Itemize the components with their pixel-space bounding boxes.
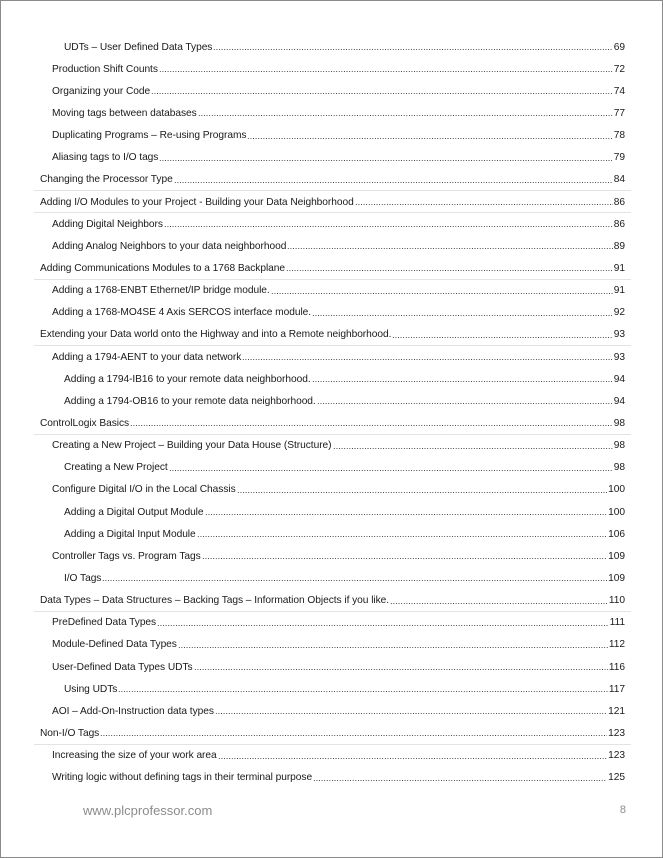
toc-entry-page-number: 106: [608, 528, 625, 540]
toc-entry-title: Adding I/O Modules to your Project - Building your Data Neighborhood: [40, 196, 354, 208]
toc-entry-title: Configure Digital I/O in the Local Chassis: [52, 484, 236, 496]
toc-dot-leader: [157, 625, 609, 626]
toc-entry-title: Adding a Digital Input Module: [64, 528, 196, 540]
toc-entry-title: ControlLogix Basics: [40, 417, 130, 429]
toc-entry-page-number: 89: [613, 240, 625, 252]
toc-entry-title: Data Types – Data Structures – Backing Tags – Information Objects if you like.: [40, 595, 390, 607]
toc-entry-title: Adding a 1794-AENT to your data network: [52, 351, 242, 363]
toc-entry-title: Extending your Data world onto the Highway and into a Remote neighborhood.: [40, 329, 392, 341]
toc-dot-leader: [159, 160, 612, 161]
toc-entry-title: Duplicating Programs – Re-using Programs: [52, 130, 247, 142]
toc-dot-leader: [197, 536, 608, 537]
toc-entry-page-number: 94: [613, 373, 625, 385]
toc-dot-leader: [169, 470, 613, 471]
toc-entry-page-number: 100: [608, 506, 625, 518]
toc-entry[interactable]: [1, 302, 663, 324]
toc-entry[interactable]: [1, 235, 663, 257]
toc-entry[interactable]: [1, 722, 663, 744]
toc-entry[interactable]: [1, 191, 663, 213]
toc-entry[interactable]: [1, 545, 663, 567]
toc-entry-page-number: 77: [613, 107, 625, 119]
toc-entry[interactable]: [1, 656, 663, 678]
toc-entry-page-number: 110: [608, 595, 625, 607]
toc-dot-leader: [242, 359, 612, 360]
toc-entry-page-number: 100: [608, 484, 625, 496]
toc-entry[interactable]: [1, 501, 663, 523]
toc-entry-page-number: 69: [613, 41, 625, 53]
toc-dot-leader: [194, 669, 608, 670]
toc-entry-title: Organizing your Code: [52, 85, 151, 97]
toc-entry-page-number: 91: [613, 285, 625, 297]
toc-entry-page-number: 94: [613, 395, 625, 407]
toc-dot-leader: [390, 603, 608, 604]
toc-dot-leader: [333, 448, 613, 449]
toc-entry-title: PreDefined Data Types: [52, 617, 157, 629]
toc-entry[interactable]: [1, 36, 663, 58]
toc-entry-page-number: 72: [613, 63, 625, 75]
toc-entry[interactable]: [1, 213, 663, 235]
toc-entry[interactable]: [1, 257, 663, 279]
toc-dot-leader: [286, 270, 613, 271]
toc-entry-title: Non-I/O Tags: [40, 727, 100, 739]
toc-entry-page-number: 98: [613, 462, 625, 474]
toc-entry[interactable]: [1, 767, 663, 789]
toc-entry[interactable]: [1, 169, 663, 191]
toc-entry-page-number: 116: [608, 661, 625, 673]
toc-entry-title: Using UDTs: [64, 683, 118, 695]
toc-dot-leader: [313, 780, 607, 781]
toc-entry-title: Adding Analog Neighbors to your data neighborhood: [52, 240, 287, 252]
toc-entry-title: Creating a New Project – Building your Data House (Structure): [52, 440, 332, 452]
toc-dot-leader: [215, 713, 607, 714]
toc-entry-title: Adding a 1768-MO4SE 4 Axis SERCOS interface module.: [52, 307, 312, 319]
toc-entry[interactable]: [1, 102, 663, 124]
toc-entry-title: Adding a 1794-IB16 to your remote data neighborhood.: [64, 373, 311, 385]
toc-entry-page-number: 86: [613, 218, 625, 230]
toc-entry-title: UDTs – User Defined Data Types: [64, 41, 213, 53]
toc-entry-page-number: 78: [613, 130, 625, 142]
toc-entry-page-number: 112: [608, 639, 625, 651]
toc-entry[interactable]: [1, 523, 663, 545]
toc-entry-title: Adding Communications Modules to a 1768 Backplane: [40, 262, 286, 274]
toc-entry-page-number: 79: [613, 152, 625, 164]
page-footer: [1, 801, 663, 821]
toc-entry-page-number: 121: [608, 705, 625, 717]
toc-entry[interactable]: [1, 147, 663, 169]
toc-dot-leader: [202, 558, 608, 559]
toc-dot-leader: [247, 138, 612, 139]
toc-entry-title: Module-Defined Data Types: [52, 639, 177, 651]
toc-entry-page-number: 98: [613, 417, 625, 429]
toc-entry-title: Moving tags between databases: [52, 107, 197, 119]
toc-dot-leader: [213, 49, 612, 50]
toc-dot-leader: [312, 381, 613, 382]
toc-entry[interactable]: [1, 346, 663, 368]
toc-entry[interactable]: [1, 567, 663, 589]
toc-dot-leader: [287, 248, 612, 249]
toc-entry[interactable]: [1, 280, 663, 302]
toc-entry[interactable]: [1, 390, 663, 412]
toc-entry-title: User-Defined Data Types UDTs: [52, 661, 193, 673]
toc-entry-page-number: 125: [608, 772, 625, 784]
toc-entry-page-number: 109: [608, 572, 625, 584]
toc-entry[interactable]: [1, 479, 663, 501]
toc-entry[interactable]: [1, 612, 663, 634]
toc-entry[interactable]: [1, 80, 663, 102]
toc-dot-leader: [118, 691, 608, 692]
toc-entry-title: AOI – Add-On-Instruction data types: [52, 705, 214, 717]
toc-entry-title: Aliasing tags to I/O tags: [52, 152, 159, 164]
toc-dot-leader: [159, 71, 613, 72]
toc-entry-title: Creating a New Project: [64, 462, 168, 474]
toc-entry[interactable]: [1, 700, 663, 722]
toc-entry[interactable]: [1, 678, 663, 700]
toc-entry-page-number: 84: [613, 174, 625, 186]
toc-entry[interactable]: [1, 412, 663, 434]
toc-dot-leader: [102, 580, 607, 581]
toc-entry-title: Increasing the size of your work area: [52, 750, 217, 762]
toc-entry-page-number: 93: [613, 329, 625, 341]
toc-entry[interactable]: [1, 324, 663, 346]
toc-entry-page-number: 111: [609, 617, 625, 629]
toc-dot-leader: [355, 204, 613, 205]
toc-entry[interactable]: [1, 745, 663, 767]
toc-entry-page-number: 91: [613, 262, 625, 274]
toc-dot-leader: [317, 403, 613, 404]
toc-dot-leader: [130, 425, 613, 426]
toc-entry-page-number: 86: [613, 196, 625, 208]
footer-website: www.plcprofessor.com: [83, 803, 213, 818]
toc-dot-leader: [312, 315, 613, 316]
toc-entry-page-number: 123: [608, 727, 625, 739]
toc-dot-leader: [237, 492, 608, 493]
toc-entry[interactable]: [1, 590, 663, 612]
toc-entry[interactable]: [1, 457, 663, 479]
toc-entry-title: Adding a 1794-OB16 to your remote data neighborhood.: [64, 395, 316, 407]
toc-dot-leader: [198, 115, 613, 116]
toc-entry-page-number: 98: [613, 440, 625, 452]
toc-dot-leader: [164, 226, 613, 227]
toc-entry-page-number: 74: [613, 85, 625, 97]
footer-page-number: 8: [619, 804, 626, 816]
toc-dot-leader: [218, 758, 608, 759]
toc-entry-title: Adding Digital Neighbors: [52, 218, 163, 230]
toc-entry-page-number: 109: [608, 550, 625, 562]
toc-entry-page-number: 92: [613, 307, 625, 319]
toc-entry-page-number: 117: [608, 683, 625, 695]
toc-entry-title: I/O Tags: [64, 572, 102, 584]
toc-entry[interactable]: [1, 435, 663, 457]
toc-entry-page-number: 93: [613, 351, 625, 363]
toc-dot-leader: [205, 514, 608, 515]
toc-entry-title: Writing logic without defining tags in their terminal purpose: [52, 772, 313, 784]
toc-entry-title: Adding a 1768-ENBT Ethernet/IP bridge module.: [52, 285, 270, 297]
table-of-contents: [1, 36, 663, 789]
toc-dot-leader: [392, 337, 612, 338]
toc-dot-leader: [174, 182, 613, 183]
toc-dot-leader: [178, 647, 608, 648]
toc-entry[interactable]: [1, 58, 663, 80]
toc-entry[interactable]: [1, 634, 663, 656]
toc-entry[interactable]: [1, 368, 663, 390]
toc-entry-title: Adding a Digital Output Module: [64, 506, 204, 518]
toc-dot-leader: [151, 93, 613, 94]
toc-entry-title: Production Shift Counts: [52, 63, 158, 75]
toc-dot-leader: [100, 735, 607, 736]
toc-entry[interactable]: [1, 125, 663, 147]
toc-entry-page-number: 123: [608, 750, 625, 762]
toc-entry-title: Changing the Processor Type: [40, 174, 173, 186]
toc-entry-title: Controller Tags vs. Program Tags: [52, 550, 201, 562]
toc-dot-leader: [271, 293, 613, 294]
